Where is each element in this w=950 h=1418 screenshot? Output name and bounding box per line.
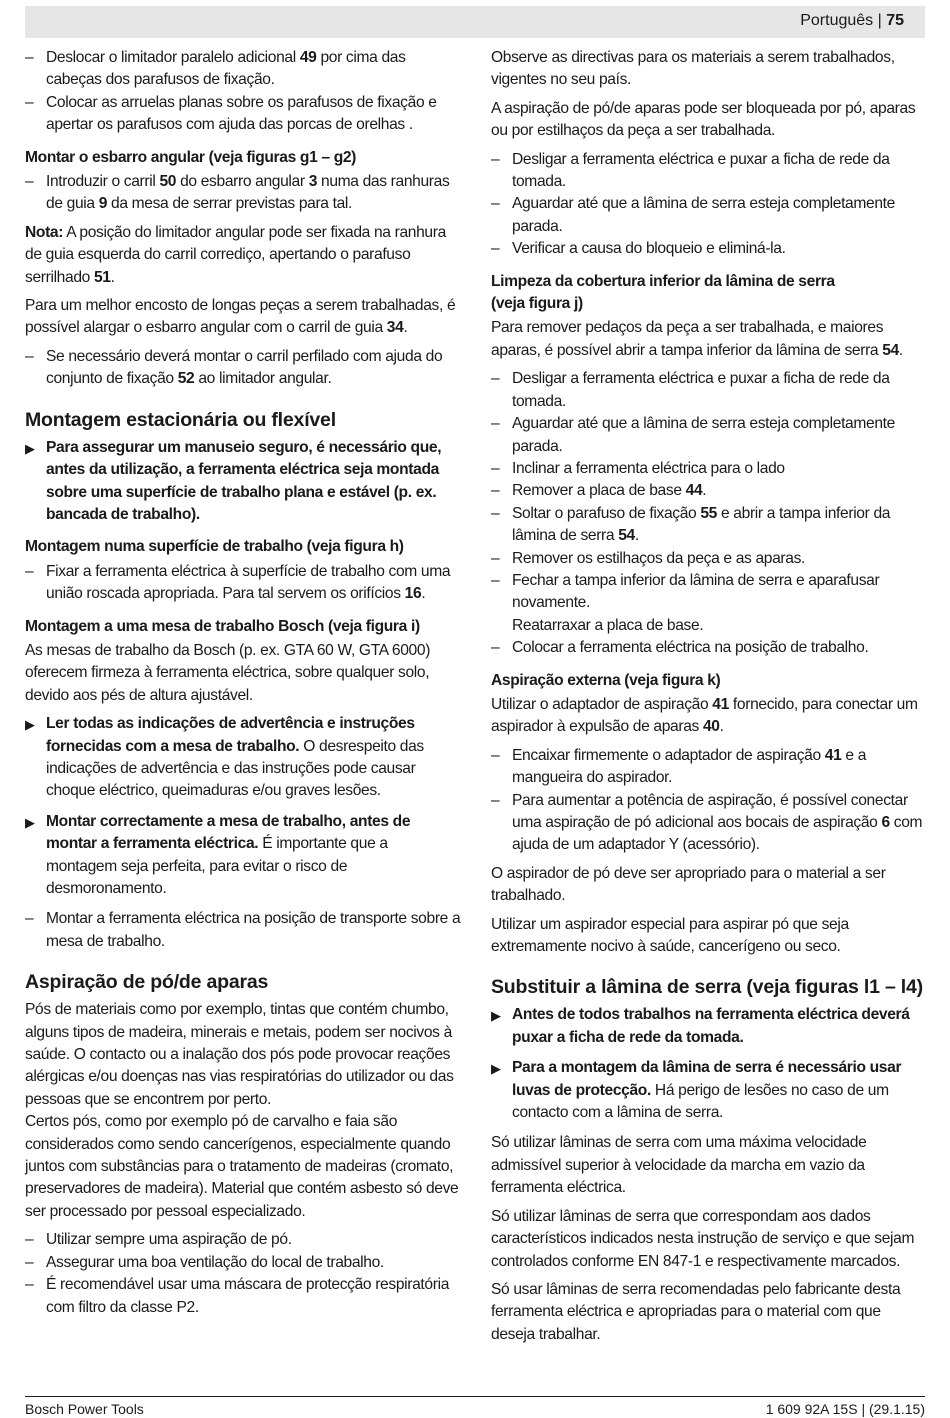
section-heading: Montagem a uma mesa de trabalho Bosch (veja figura i) [25,617,420,635]
warning-list [25,437,461,527]
footer-doc-id: 1 609 92A 15S | (29.1.15) [765,1401,925,1417]
list-item: – Para aumentar a potência de aspiração, é possível conectar uma aspiração de pó adicional aos bocais de aspiração 6 com ajuda de um adaptador Y (acessório). [491,790,927,857]
list-item: – Aguardar até que a lâmina de serra esteja completamente parada. [491,413,927,458]
dash-list [25,171,461,216]
section-heading: Montagem numa superfície de trabalho (veja figura h) [25,538,404,556]
section-title: Substituir a lâmina de serra (veja figuras l1 – l4) [491,976,923,999]
warning-list [25,713,461,900]
right-column [491,47,927,1352]
warning-item: ▶ Para a montagem da lâmina de serra é necessário usar luvas de protecção. Há perigo de lesões no caso de um contacto com a lâmina de serra. [491,1059,902,1122]
footer-rule [25,1396,925,1397]
right-triangle-icon: ▶ [491,1008,501,1024]
paragraph: Utilizar um aspirador especial para aspirar pó que seja extremamente nocivo à saúde, cancerígeno ou seco. [491,915,849,956]
list-item: – Aguardar até que a lâmina de serra esteja completamente parada. [491,193,927,238]
list-item: – Encaixar firmemente o adaptador de aspiração 41 e a mangueira do aspirador. [491,745,927,790]
dash-list [25,908,461,953]
list-item: – Remover a placa de base 44. [491,480,927,502]
list-item: – Montar a ferramenta eléctrica na posição de transporte sobre a mesa de trabalho. [25,908,461,953]
paragraph: Pós de materiais como por exemplo, tintas que contém chumbo, alguns tipos de madeira, minerais e metais, podem ser nocivos à saúde. O contacto ou a inalação dos pós pode provocar reações alérgicas e/ou doenças nas vias respiratórias do utilizador ou das pessoas que se encontrem por perto. [25,1001,454,1108]
paragraph: O aspirador de pó deve ser apropriado para o material a ser trabalhado. [491,864,886,905]
section-title: Montagem estacionária ou flexível [25,408,336,431]
note-paragraph: Nota: A posição do limitador angular pode ser fixada na ranhura de guia esquerda do carril corrediço, apertando o parafuso serrilhado 51. [25,223,446,286]
paragraph: Para remover pedaços da peça a ser trabalhada, e maiores aparas, é possível abrir a tampa inferior da lâmina de serra 54. [491,319,903,359]
list-item: – Utilizar sempre uma aspiração de pó. [25,1229,461,1251]
paragraph: Para um melhor encosto de longas peças a serem trabalhadas, é possível alargar o esbarro angular com o carril de guia 34. [25,297,456,337]
page-number: 75 [886,12,904,29]
paragraph: As mesas de trabalho da Bosch (p. ex. GTA 60 W, GTA 6000) oferecem firmeza à ferramenta eléctrica, sobre qualquer solo, devido aos pés de altura ajustável. [25,641,431,704]
list-item: – Verificar a causa do bloqueio e eliminá-la. [491,238,927,260]
list-item: – Desligar a ferramenta eléctrica e puxar a ficha de rede da tomada. [491,368,927,413]
list-item: – Colocar as arruelas planas sobre os parafusos de fixação e apertar os parafusos com ajuda das porcas de orelhas . [25,92,461,137]
paragraph: Só utilizar lâminas de serra com uma máxima velocidade admissível superior à velocidade da marcha em vazio da ferramenta eléctrica. [491,1134,867,1197]
warning-item: ▶ Para assegurar um manuseio seguro, é necessário que, antes da utilização, a ferramenta eléctrica seja montada sobre uma superfície de trabalho plana e estável (p. ex. bancada de trabalho). [25,438,442,523]
list-item: – É recomendável usar uma máscara de protecção respiratória com filtro da classe P2. [25,1274,461,1319]
warning-item: ▶ Ler todas as indicações de advertência e instruções fornecidas com a mesa de trabalho. O desrespeito das indicações de advertência e das instruções pode causar choque eléctrico, queimaduras e/ou graves lesões. [25,715,424,800]
page-header [800,12,904,30]
footer-brand: Bosch Power Tools [25,1401,144,1417]
paragraph: Observe as directivas para os materiais a serem trabalhados, vigentes no seu país. [491,49,895,89]
dash-list [491,745,927,857]
section-heading: Limpeza da cobertura inferior da lâmina de serra (veja figura j) [491,272,835,313]
list-item: – Desligar a ferramenta eléctrica e puxar a ficha de rede da tomada. [491,149,927,194]
warning-item: ▶ Antes de todos trabalhos na ferramenta eléctrica deverá puxar a ficha de rede da tomada. [491,1006,910,1046]
right-triangle-icon: ▶ [25,814,35,830]
list-item: – Fechar a tampa inferior da lâmina de serra e aparafusar novamente. Reatarraxar a placa de base. [491,570,927,637]
list-item: – Inclinar a ferramenta eléctrica para o lado [491,458,927,480]
paragraph: Utilizar o adaptador de aspiração 41 fornecido, para conectar um aspirador à expulsão de aparas 40. [491,695,918,736]
dash-list [491,149,927,261]
paragraph: Só usar lâminas de serra recomendadas pelo fabricante desta ferramenta eléctrica e apropriadas para o material com que deseja trabalhar. [491,1280,901,1343]
header-bar [25,6,925,38]
section-heading: Aspiração externa (veja figura k) [491,671,721,689]
paragraph: Só utilizar lâminas de serra que correspondam aos dados característicos indicados nesta instrução de serviço e que sejam controlados conforme EN 847-1 e respectivamente marcados. [491,1207,915,1270]
list-item: – Assegurar uma boa ventilação do local de trabalho. [25,1252,461,1274]
warning-item: ▶ Montar correctamente a mesa de trabalho, antes de montar a ferramenta eléctrica. É importante que a montagem seja perfeita, para evitar o risco de desmoronamento. [25,812,411,897]
header-separator: | [873,12,887,29]
right-triangle-icon: ▶ [25,717,35,733]
left-column [25,47,461,1325]
section-title: Aspiração de pó/de aparas [25,971,269,994]
list-item: – Deslocar o limitador paralelo adicional 49 por cima das cabeças dos parafusos de fixação. [25,47,461,92]
header-language: Português [800,12,874,29]
dash-list [25,561,461,606]
list-item: – Soltar o parafuso de fixação 55 e abrir a tampa inferior da lâmina de serra 54. [491,503,927,548]
list-item: – Se necessário deverá montar o carril perfilado com ajuda do conjunto de fixação 52 ao limitador angular. [25,346,461,391]
right-triangle-icon: ▶ [491,1061,501,1077]
paragraph: Certos pós, como por exemplo pó de carvalho e faia são considerados como sendo cancerígenos, especialmente quando juntos com substâncias para o tratamento de madeiras (cromato, preservadores de madeira). Material que contém asbesto só deve ser processado por pessoal especializado. [25,1113,459,1220]
list-item: – Introduzir o carril 50 do esbarro angular 3 numa das ranhuras de guia 9 da mesa de serrar previstas para tal. [25,171,461,216]
dash-list [25,1229,461,1319]
list-item: – Fixar a ferramenta eléctrica à superfície de trabalho com uma união roscada apropriada. Para tal servem os orifícios 16. [25,561,461,606]
right-triangle-icon: ▶ [25,440,35,456]
dash-list [25,47,461,137]
section-heading: Montar o esbarro angular (veja figuras g1 – g2) [25,148,357,166]
warning-list [491,1004,927,1124]
list-item: – Colocar a ferramenta eléctrica na posição de trabalho. [491,637,927,659]
paragraph: A aspiração de pó/de aparas pode ser bloqueada por pó, aparas ou por estilhaços da peça a ser trabalhada. [491,99,916,140]
list-item: – Remover os estilhaços da peça e as aparas. [491,548,927,570]
dash-list [25,346,461,391]
dash-list [491,368,927,659]
